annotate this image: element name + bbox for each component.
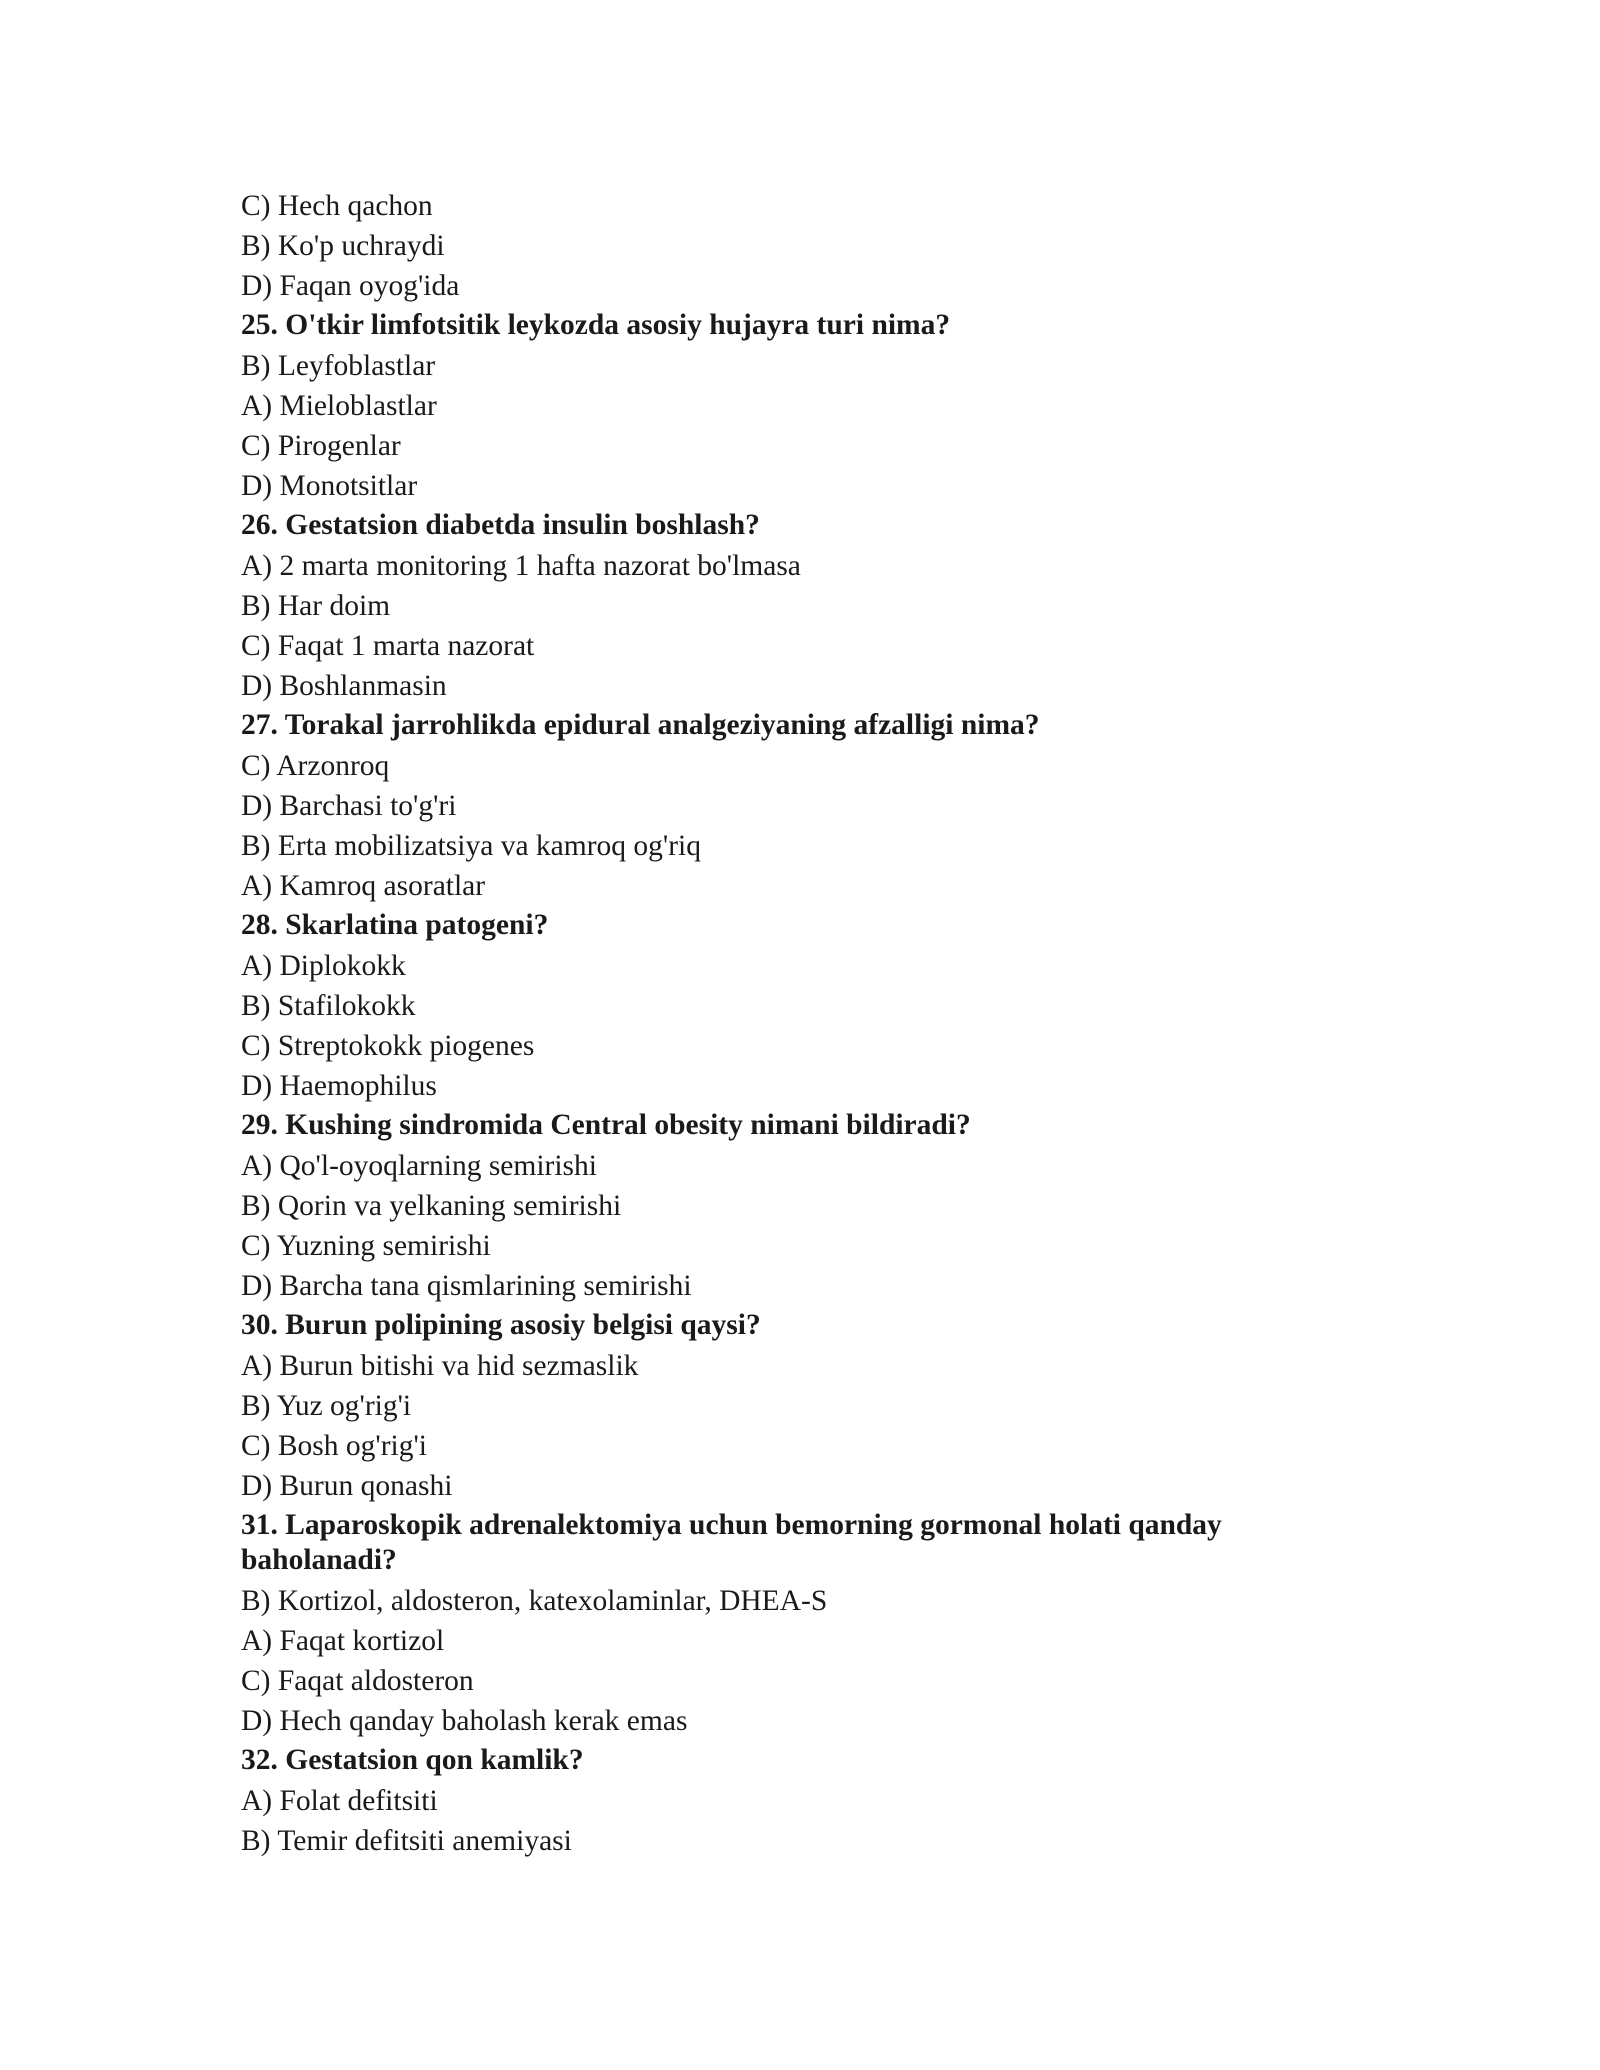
answer-option: B) Yuz og'rig'i — [241, 1390, 412, 1422]
answer-option: D) Burun qonashi — [241, 1470, 453, 1502]
answer-option: C) Faqat aldosteron — [241, 1665, 474, 1697]
answer-option: A) 2 marta monitoring 1 hafta nazorat bo'lmasa — [241, 550, 801, 582]
document-page — [241, 186, 1381, 1861]
answer-option: D) Haemophilus — [241, 1070, 437, 1102]
answer-option: B) Qorin va yelkaning semirishi — [241, 1190, 622, 1222]
question-text: 28. Skarlatina patogeni? — [241, 909, 549, 941]
answer-option: D) Barcha tana qismlarining semirishi — [241, 1270, 692, 1302]
answer-option: C) Arzonroq — [241, 750, 390, 782]
answer-option: B) Erta mobilizatsiya va kamroq og'riq — [241, 830, 701, 862]
answer-option: D) Faqan oyog'ida — [241, 270, 460, 302]
answer-option: C) Yuzning semirishi — [241, 1230, 491, 1262]
answer-option: A) Mieloblastlar — [241, 390, 437, 422]
answer-option: B) Temir defitsiti anemiyasi — [241, 1825, 572, 1857]
answer-option: B) Har doim — [241, 590, 391, 622]
answer-option: A) Folat defitsiti — [241, 1785, 438, 1817]
answer-option: C) Pirogenlar — [241, 430, 401, 462]
answer-option: B) Leyfoblastlar — [241, 350, 436, 382]
answer-option: A) Faqat kortizol — [241, 1625, 445, 1657]
answer-option: D) Boshlanmasin — [241, 670, 447, 702]
answer-option: B) Kortizol, aldosteron, katexolaminlar, DHEA-S — [241, 1585, 828, 1617]
question-text: 30. Burun polipining asosiy belgisi qaysi? — [241, 1309, 761, 1341]
question-text: 31. Laparoskopik adrenalektomiya uchun bemorning gormonal holati qanday baholanadi? — [241, 1509, 1222, 1576]
answer-option: A) Burun bitishi va hid sezmaslik — [241, 1350, 639, 1382]
answer-option: B) Ko'p uchraydi — [241, 230, 445, 262]
question-text: 29. Kushing sindromida Central obesity nimani bildiradi? — [241, 1109, 971, 1141]
answer-option: A) Qo'l-oyoqlarning semirishi — [241, 1150, 597, 1182]
answer-option: B) Stafilokokk — [241, 990, 416, 1022]
answer-option: D) Barchasi to'g'ri — [241, 790, 457, 822]
question-text: 27. Torakal jarrohlikda epidural analgeziyaning afzalligi nima? — [241, 709, 1040, 741]
answer-option: D) Monotsitlar — [241, 470, 418, 502]
question-text: 32. Gestatsion qon kamlik? — [241, 1744, 584, 1776]
answer-option: C) Faqat 1 marta nazorat — [241, 630, 535, 662]
answer-option: C) Hech qachon — [241, 190, 433, 222]
answer-option: D) Hech qanday baholash kerak emas — [241, 1705, 688, 1737]
answer-option: C) Streptokokk piogenes — [241, 1030, 535, 1062]
question-text: 26. Gestatsion diabetda insulin boshlash? — [241, 509, 760, 541]
question-text: 25. O'tkir limfotsitik leykozda asosiy hujayra turi nima? — [241, 309, 951, 341]
answer-option: A) Diplokokk — [241, 950, 406, 982]
answer-option: A) Kamroq asoratlar — [241, 870, 486, 902]
answer-option: C) Bosh og'rig'i — [241, 1430, 428, 1462]
